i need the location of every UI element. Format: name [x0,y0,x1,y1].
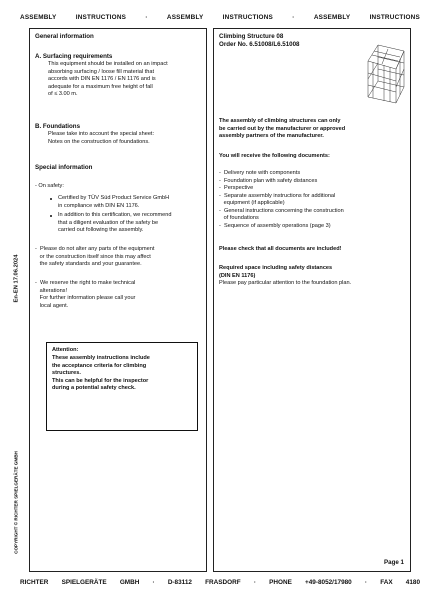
assembly-line: assembly partners of the manufacturer. [219,133,324,139]
footer-word: FAX [380,578,393,586]
surfacing-line: accords with DIN EN 1176 / EN 1176 and is [48,76,156,82]
space-heading: (DIN EN 1176) [219,272,256,279]
alter-line: - Please do not alter any parts of the equipment [35,246,155,252]
attention-line: during a potential safety check. [52,385,136,391]
footer-word: +49-8052/17980 [305,578,352,586]
climbing-structure-illustration [364,31,409,104]
order-number: Order No. 6.51008/L6.51008 [219,41,300,48]
document-list-item: - Foundation plan with safety distances [219,177,318,184]
alter-line: or the construction itself since this may affect [35,253,151,260]
surfacing-line: This equipment should be installed on an impact [48,61,168,67]
side-copyright: COPYRIGHT © RICHTER SPIELGERÄTE GMBH [13,451,19,554]
header-separator: · [145,13,148,21]
footer-word: PHONE [269,578,292,586]
general-information-title: General information [35,33,94,40]
footer-word: SPIELGERÄTE [61,578,107,586]
header-word: INSTRUCTIONS [222,13,274,21]
safety-label: - On safety: [35,183,64,189]
document-list-item: - General instructions concerning the construction [219,207,344,214]
safety-bullet-line: carried out following the assembly. [58,227,144,233]
receive-heading: You will receive the following documents: [219,153,330,159]
document-list-item: equipment (if applicable) [219,200,285,206]
page-number: Page 1 [384,559,404,566]
alter-line: the safety standards and your guarantee. [35,261,142,267]
product-panel [213,28,411,572]
document-list-item: - Perspective [219,185,254,191]
footer-word: 4180 [405,578,420,586]
header-word: ASSEMBLY [313,13,351,21]
safety-bullet-line: In addition to this certification, we recommend [58,212,172,218]
reserve-line: local agent. [35,302,69,309]
header-strip [20,11,420,23]
footer-word: D-83112 [167,578,192,586]
reserve-line: - We reserve the right to make technical [35,280,136,286]
surfacing-line: adequate for a maximum free height of fall [48,83,153,90]
header-word: ASSEMBLY [20,13,57,21]
footer-word: FRASDORF [205,578,241,586]
check-notice: Please check that all documents are included! [219,246,342,252]
bullet-icon [50,198,52,200]
header-word: ASSEMBLY [166,13,204,21]
bullet-icon [50,215,52,217]
surfacing-title: A. Surfacing requirements [35,53,113,60]
assembly-line: be carried out by the manufacturer or approved [219,125,346,132]
header-word: INSTRUCTIONS [75,13,127,21]
reserve-line: For further information please call your [35,295,136,301]
reserve-line: alterations! [35,287,68,294]
foundations-line: Notes on the construction of foundations. [48,138,150,145]
header-word: INSTRUCTIONS [369,13,420,21]
space-heading: Required space including safety distances [219,265,333,271]
footer-word: RICHTER [20,578,49,586]
document-list-item: of foundations [219,215,259,221]
foundations-line: Please take into account the special sheet: [48,131,155,137]
special-information-title: Special information [35,164,93,171]
footer-strip [20,576,420,588]
document-list-item: - Separate assembly instructions for additional [219,192,336,199]
footer-separator: · [364,578,368,586]
attention-line: These assembly instructions include [52,355,150,361]
footer-separator: · [253,578,256,586]
document-list-item: - Sequence of assembly operations (page 3) [219,222,331,229]
footer-separator: · [152,578,155,586]
surfacing-line: absorbing surfacing / loose fill material that [48,68,155,75]
attention-title: Attention: [52,347,79,353]
attention-box [46,342,198,431]
attention-line: the acceptance criteria for climbing [52,362,147,369]
header-separator: · [292,13,295,21]
safety-bullet-line: Certified by TÜV Süd Product Service GmbH [58,195,170,201]
footer-word: GMBH [119,578,140,586]
safety-bullet-line: that a diligent evaluation of the safety be [58,219,159,226]
product-name: Climbing Structure 08 [219,33,284,40]
surfacing-line: of ≤ 3.00 m. [48,91,78,97]
assembly-line: The assembly of climbing structures can only [219,118,341,124]
attention-line: This can be helpful for the inspector [52,377,149,384]
attention-line: structures. [52,370,81,376]
foundation-note: Please pay particular attention to the foundation plan. [219,280,352,286]
side-date: En-EN 17.06.2024 [13,254,20,303]
safety-bullet-line: in compliance with DIN EN 1176. [58,202,140,209]
document-list-item: - Delivery note with components [219,170,301,176]
foundations-title: B. Foundations [35,123,81,130]
general-information-panel [29,28,207,572]
